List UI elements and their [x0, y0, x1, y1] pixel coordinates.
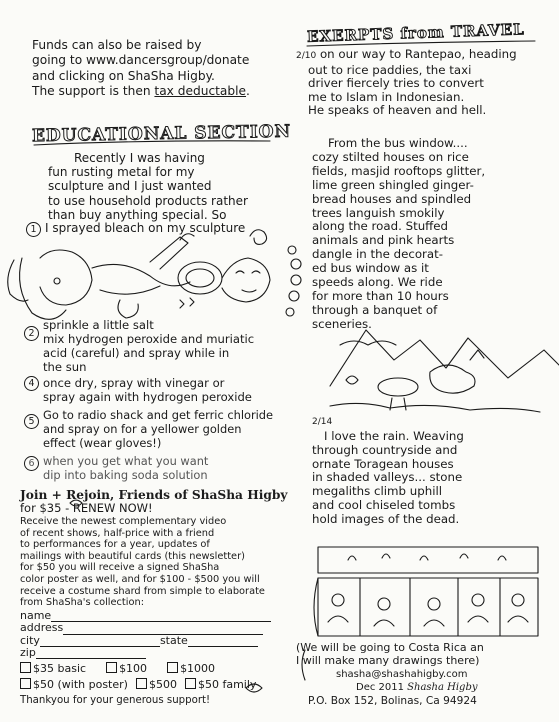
entry-date: 2/10 — [296, 51, 317, 61]
travel-title: EXERPTS from TRAVEL — [306, 20, 525, 46]
option-50-family[interactable]: $50 family — [185, 677, 256, 693]
email-link[interactable]: shasha@shashahigby.com — [336, 668, 468, 680]
tax-deductable-text: tax deductable — [154, 83, 247, 98]
name-field[interactable]: name — [20, 610, 300, 622]
step-2: 2 sprinkle a little salt mix hydrogen peroxide and muriatic acid (careful) and spray while in the sun — [24, 318, 304, 374]
footer-date: Dec 2011 — [356, 682, 404, 694]
intro-line: fun rusting metal for my — [48, 165, 195, 180]
educational-section-title: EDUCATIONAL SECTION — [31, 121, 292, 147]
checkbox[interactable] — [167, 662, 178, 673]
option-100[interactable]: $100 — [106, 661, 147, 677]
step-number: 2 — [24, 326, 39, 341]
checkbox[interactable] — [185, 678, 196, 689]
postal-address: P.O. Box 152, Bolinas, Ca 94924 — [308, 694, 477, 707]
landscape-drawing — [330, 330, 559, 412]
step-number: 4 — [24, 376, 39, 391]
bus-drawing — [314, 547, 538, 636]
funds-line: The support is then tax deductable. — [32, 83, 250, 98]
checkbox[interactable] — [136, 678, 147, 689]
entry-date: 2/14 — [312, 417, 333, 427]
join-body: Receive the newest complementary video of recent shows, half-price with a friend to performances for a year, updates of mailings with beautiful cards (this newsletter) for $50 you will receive a signed ShaSha color poster as well, and for $100 - $500 you will receive a costume shard from simple to elaborate from ShaSha's collection: — [20, 516, 265, 609]
title-underline — [34, 141, 270, 145]
zip-field[interactable]: zip — [20, 647, 300, 659]
travel-entry-2: From the bus window.... cozy stilted houses on rice fields, masjid rooftops glitter, lime green shingled ginger- bread houses and spindled trees languish smokily along the road. Stuffed animals and pink hearts dangle in the decorat- ed bus window as it speeds along. We ride for more than 10 hours through a banquet of sceneries. — [312, 136, 486, 331]
donation-options — [20, 661, 300, 693]
step-number: 6 — [24, 456, 39, 471]
footer — [296, 641, 556, 708]
step-number: 5 — [24, 414, 39, 429]
intro-line: Recently I was having — [74, 151, 205, 165]
sculpture-drawing — [8, 230, 301, 320]
join-section — [20, 488, 300, 708]
travel-entry-3: I love the rain. Weaving through countryside and ornate Toragean houses in shaded valleys... stone megaliths climb uphill and cool chiseled tombs hold images of the dead. — [312, 429, 464, 526]
join-form — [20, 610, 300, 660]
intro-line: to use household products rather — [48, 193, 248, 208]
join-price-line: for $35 - RENEW NOW! — [20, 501, 153, 515]
travel-entry-1: 2/10 on our way to Rantepao, heading out to rice paddies, the taxi driver fiercely tries to convert me to Islam in Indonesian. He speaks of heaven and hell. — [296, 47, 517, 118]
funds-line: and clicking on ShaSha Higby. — [32, 68, 215, 83]
checkbox[interactable] — [20, 678, 31, 689]
footer-note: (We will be going to Costa Rica an — [296, 641, 484, 654]
option-500[interactable]: $500 — [136, 677, 177, 693]
step-1 — [26, 222, 296, 237]
intro-line: than buy anything special. So — [48, 207, 227, 222]
signature: Shasha Higby — [407, 682, 478, 694]
address-field[interactable]: address — [20, 622, 300, 634]
thanks-text: Thankyou for your generous support! — [20, 695, 211, 707]
option-1000[interactable]: $1000 — [167, 661, 215, 677]
city-state-row: city state — [20, 635, 300, 647]
funds-line: Funds can also be raised by — [32, 38, 202, 52]
option-35-basic[interactable]: $35 basic — [20, 661, 86, 677]
step-6: 6 when you get what you want dip into baking soda solution — [24, 454, 304, 482]
checkbox[interactable] — [20, 662, 31, 673]
step-5: 5 Go to radio shack and get ferric chloride and spray on for a yellower golden effect (wear gloves!) — [24, 408, 304, 450]
step-number: 1 — [26, 222, 41, 237]
step-4: 4 once dry, spray with vinegar or spray again with hydrogen peroxide — [24, 376, 304, 404]
state-field[interactable] — [188, 636, 258, 647]
footer-note: I will make many drawings there) — [296, 654, 480, 668]
step-text: I sprayed bleach on my sculpture — [45, 221, 246, 235]
option-50-poster[interactable]: $50 (with poster) — [20, 677, 128, 693]
education-intro — [48, 151, 298, 222]
join-title: Join + Rejoin, Friends of ShaSha Higby — [20, 488, 288, 502]
city-field[interactable] — [40, 636, 160, 647]
checkbox[interactable] — [106, 662, 117, 673]
funds-line: going to www.dancersgroup/donate — [32, 53, 250, 68]
intro-line: sculpture and I just wanted — [48, 179, 212, 194]
